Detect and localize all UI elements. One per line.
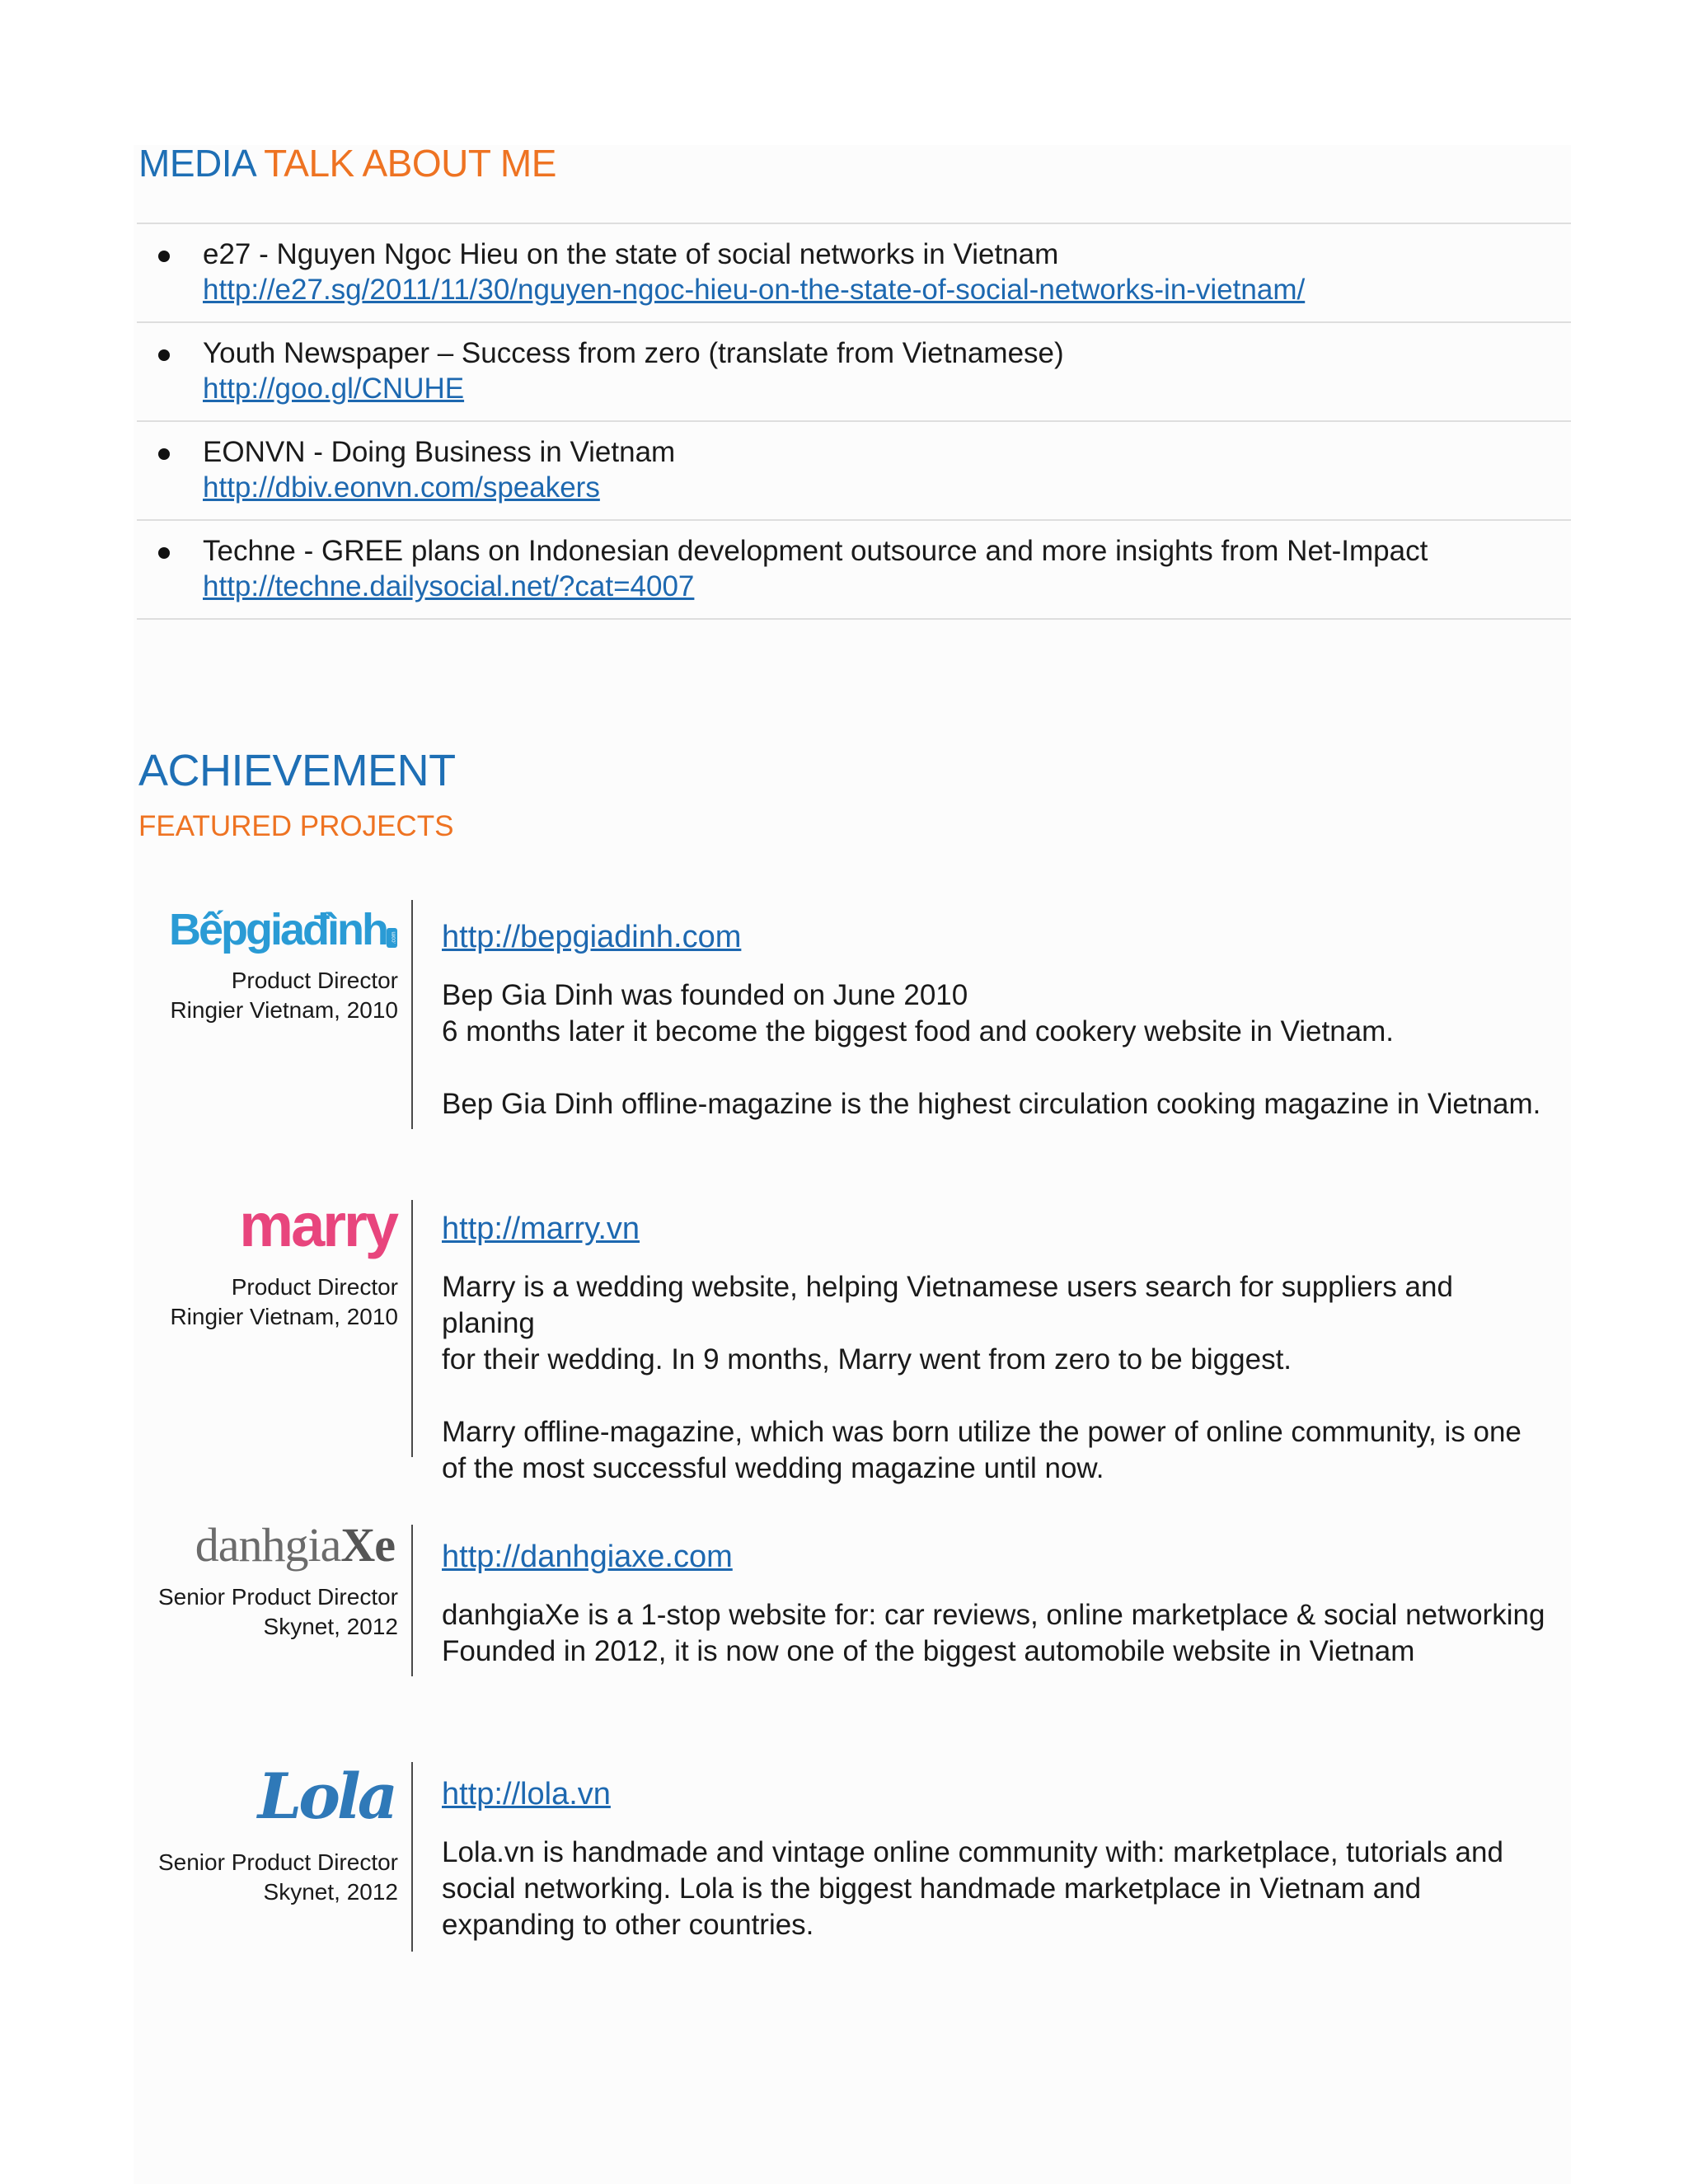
bullet-icon	[158, 547, 170, 559]
project-link[interactable]: http://danhgiaxe.com	[442, 1540, 733, 1574]
svg-text:danhgiaXe: danhgiaXe	[195, 1518, 395, 1572]
media-item-title: Techne - GREE plans on Indonesian development outsource and more insights from Net-Impact	[203, 535, 1428, 567]
project-desc-line: Marry offline-magazine, which was born utilize the power of online community, is one	[442, 1416, 1522, 1448]
media-item-e27	[137, 224, 1571, 323]
media-heading	[138, 138, 556, 188]
project-meta	[82, 1191, 398, 1332]
project-meta	[82, 1762, 398, 1907]
media-item-youth-newspaper	[137, 323, 1571, 422]
project-divider	[411, 1762, 413, 1952]
lola-logo	[257, 1760, 398, 1833]
project-desc-line: expanding to other countries.	[442, 1909, 814, 1941]
project-company: Skynet, 2012	[263, 1879, 398, 1905]
project-desc-line: danhgiaXe is a 1-stop website for: car reviews, online marketplace & social networking	[442, 1599, 1545, 1631]
project-details	[442, 1208, 1546, 1487]
project-company: Skynet, 2012	[263, 1614, 398, 1639]
bullet-icon	[158, 448, 170, 460]
project-divider	[411, 1525, 413, 1676]
media-item-link[interactable]: http://e27.sg/2011/11/30/nguyen-ngoc-hieu-on-the-state-of-social-networks-in-vietnam/	[203, 274, 1306, 306]
media-item-title: EONVN - Doing Business in Vietnam	[203, 436, 676, 468]
project-desc-line: of the most successful wedding magazine until now.	[442, 1452, 1104, 1484]
bullet-icon	[158, 251, 170, 262]
svg-text:marry: marry	[239, 1191, 396, 1259]
project-divider	[411, 1200, 413, 1457]
project-desc-line: Bep Gia Dinh was founded on June 2010	[442, 979, 968, 1011]
project-details	[442, 916, 1546, 1122]
media-item-link[interactable]: http://goo.gl/CNUHE	[203, 373, 465, 405]
project-company: Ringier Vietnam, 2010	[170, 1304, 398, 1329]
media-item-techne	[137, 521, 1571, 620]
achievement-heading: ACHIEVEMENT	[138, 746, 456, 795]
media-list	[137, 223, 1571, 620]
danhgiaxe-logo	[182, 1518, 398, 1576]
project-role: Senior Product Director	[157, 1849, 398, 1875]
project-role: Product Director	[231, 968, 398, 993]
project-meta	[82, 900, 398, 1025]
svg-text:Lola: Lola	[257, 1760, 395, 1833]
svg-text:Bếpgiađình: Bếpgiađình	[169, 905, 387, 954]
project-desc-line: Bep Gia Dinh offline-magazine is the highest circulation cooking magazine in Vietnam.	[442, 1088, 1541, 1120]
project-link[interactable]: http://marry.vn	[442, 1212, 640, 1246]
project-role: Product Director	[231, 1274, 398, 1300]
project-desc-line: Marry is a wedding website, helping Vietnamese users search for suppliers and planing	[442, 1271, 1453, 1339]
project-details	[442, 1774, 1546, 1943]
project-meta	[82, 1518, 398, 1642]
media-item-link[interactable]: http://techne.dailysocial.net/?cat=4007	[203, 570, 695, 602]
project-link[interactable]: http://lola.vn	[442, 1777, 611, 1811]
project-desc-line: social networking. Lola is the biggest handmade marketplace in Vietnam and	[442, 1872, 1422, 1905]
featured-projects-heading: FEATURED PROJECTS	[138, 810, 454, 842]
bepgiadinh-logo	[169, 900, 398, 958]
project-desc-line: 6 months later it become the biggest food and cookery website in Vietnam.	[442, 1015, 1395, 1047]
project-link[interactable]: http://bepgiadinh.com	[442, 920, 742, 954]
svg-text:.com: .com	[391, 931, 397, 944]
project-desc-line: for their wedding. In 9 months, Marry went from zero to be biggest.	[442, 1343, 1292, 1376]
project-company: Ringier Vietnam, 2010	[170, 997, 398, 1023]
media-heading-part1: MEDIA	[138, 142, 255, 185]
media-heading-part2: TALK ABOUT ME	[264, 142, 556, 185]
bullet-icon	[158, 349, 170, 361]
media-item-link[interactable]: http://dbiv.eonvn.com/speakers	[203, 471, 600, 504]
project-divider	[411, 900, 413, 1129]
media-item-eonvn	[137, 422, 1571, 521]
project-desc-line: Founded in 2012, it is now one of the biggest automobile website in Vietnam	[442, 1635, 1415, 1667]
media-item-title: Youth Newspaper – Success from zero (translate from Vietnamese)	[203, 337, 1064, 369]
project-details	[442, 1536, 1546, 1670]
project-role: Senior Product Director	[157, 1584, 398, 1610]
media-item-title: e27 - Nguyen Ngoc Hieu on the state of social networks in Vietnam	[203, 238, 1059, 270]
marry-logo	[217, 1191, 398, 1264]
project-desc-line: Lola.vn is handmade and vintage online community with: marketplace, tutorials and	[442, 1836, 1503, 1868]
